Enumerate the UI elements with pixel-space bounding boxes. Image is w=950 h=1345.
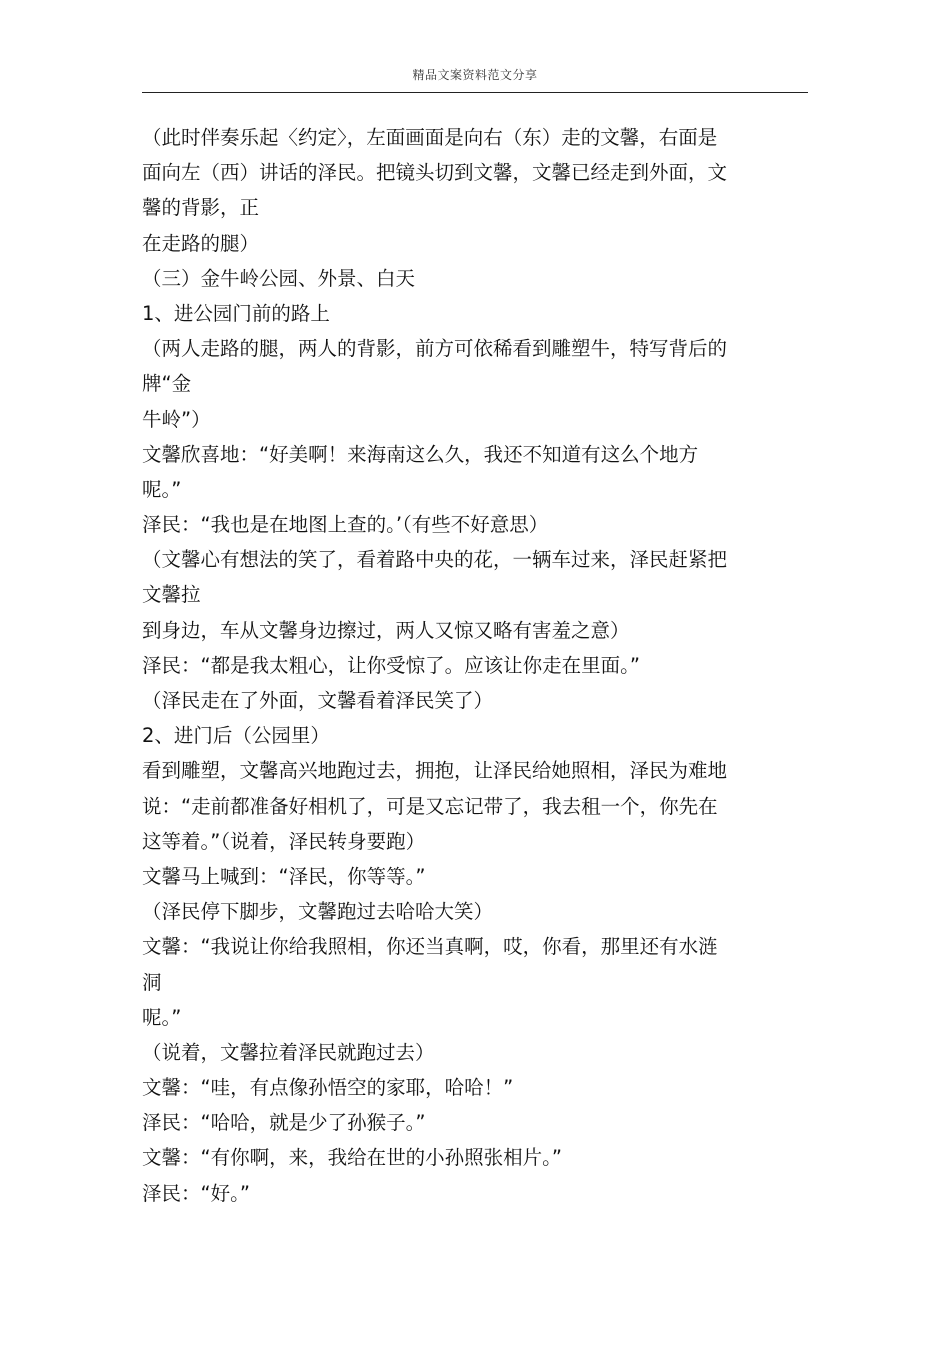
text-line: （泽民停下脚步，文馨跑过去哈哈大笑） [142,900,494,924]
text-line: （说着，文馨拉着泽民就跑过去） [142,1040,435,1064]
text-line: 看到雕塑，文馨高兴地跑过去，拥抱，让泽民给她照相，泽民为难地 [142,759,728,783]
section-heading: （三）金牛岭公园、外景、白天 [142,266,416,290]
page-header [142,64,808,93]
text-line: 牛岭”） [142,407,211,431]
text-line: 说：“走前都准备好相机了，可是又忘记带了，我去租一个，你先在 [142,794,718,818]
scene-heading: 1、进公园门前的路上 [142,301,330,325]
dialogue-line: 呢。” [142,1005,182,1029]
text-line: （泽民走在了外面，文馨看着泽民笑了） [142,689,494,712]
dialogue-line: 文馨欣喜地：“好美啊！来海南这么久，我还不知道有这么个地方 [142,442,699,466]
text-line: 这等着。”（说着，泽民转身要跑） [142,829,426,853]
dialogue-line: 泽民：“好。” [142,1181,250,1205]
header-title: 精品文案资料范文分享 [412,68,538,82]
text-line: 牌“金 [142,372,192,396]
dialogue-line: 洞 [142,970,162,994]
document-body [142,120,792,1211]
text-line: （此时伴奏乐起〈约定〉，左面画面是向右（东）走的文馨，右面是 [142,126,718,149]
dialogue-line: 文馨马上喊到：“泽民，你等等。” [142,864,426,888]
text-line: 文馨拉 [142,583,201,607]
dialogue-line: 文馨：“哇，有点像孙悟空的家耶，哈哈！” [142,1076,514,1100]
dialogue-line: 文馨：“我说让你给我照相，你还当真啊，哎，你看，那里还有水涟 [142,935,718,959]
text-line: 到身边，车从文馨身边擦过，两人又惊又略有害羞之意） [142,618,630,642]
dialogue-line: 泽民：“哈哈，就是少了孙猴子。” [142,1111,426,1135]
text-line: 面向左（西）讲话的泽民。把镜头切到文馨，文馨已经走到外面，文 [142,161,728,185]
dialogue-line: 文馨：“有你啊，来，我给在世的小孙照张相片。” [142,1146,562,1170]
text-line: （文馨心有想法的笑了，看着路中央的花，一辆车过来，泽民赶紧把 [142,548,728,572]
text-line: 在走路的腿） [142,231,260,255]
dialogue-line: 泽民：“我也是在地图上查的。’（有些不好意思） [142,513,549,537]
text-line: （两人走路的腿，两人的背影，前方可依稀看到雕塑牛，特写背后的 [142,337,728,361]
text-line: 馨的背影，正 [142,196,260,220]
dialogue-line: 呢。” [142,477,182,501]
scene-heading: 2、进门后（公园里） [142,724,330,748]
dialogue-line: 泽民：“都是我太粗心，让你受惊了。应该让你走在里面。” [142,653,640,677]
